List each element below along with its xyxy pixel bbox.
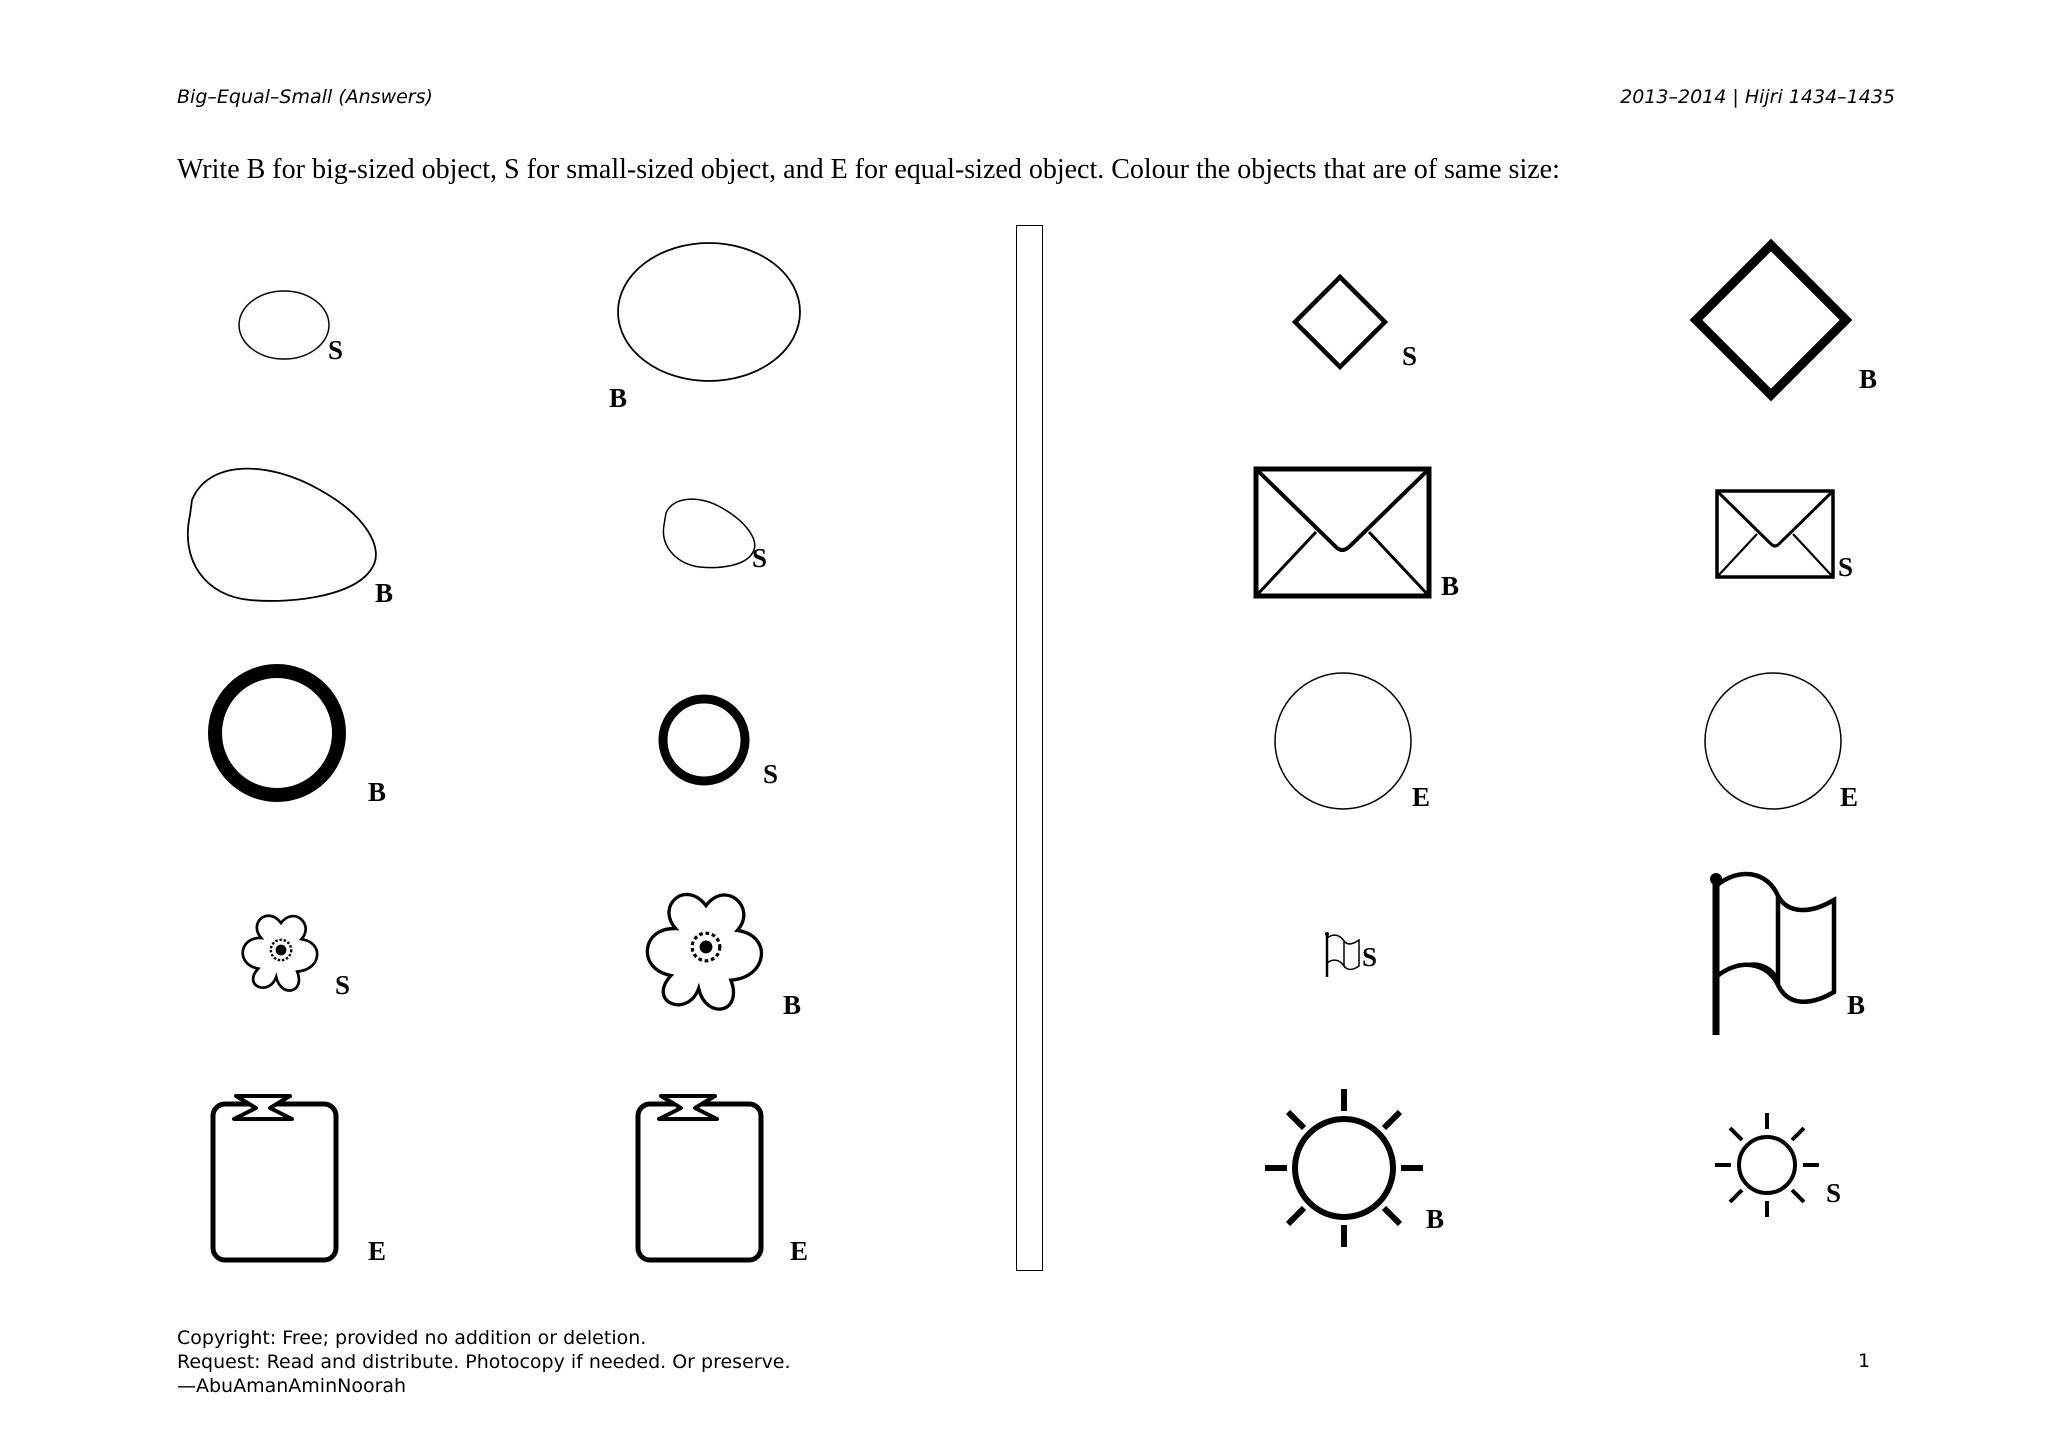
- answer-small-oval[interactable]: S: [328, 335, 344, 365]
- big-flower-shape: [647, 894, 761, 1009]
- small-egg-shape: [663, 499, 754, 567]
- small-flag-shape: [1325, 932, 1359, 977]
- answer-small-ring[interactable]: S: [763, 759, 779, 789]
- answer-big-sun[interactable]: B: [1426, 1204, 1445, 1234]
- answer-small-envelope[interactable]: S: [1838, 552, 1854, 582]
- left-clipboard-shape: [213, 1096, 336, 1260]
- right-clipboard-shape: [638, 1096, 761, 1260]
- answer-small-diamond[interactable]: S: [1402, 341, 1418, 371]
- answer-right-circle[interactable]: E: [1840, 782, 1859, 812]
- worksheet-title: Big–Equal–Small (Answers): [177, 86, 433, 108]
- big-oval-shape: [618, 243, 800, 381]
- big-sun-shape: [1265, 1089, 1423, 1247]
- small-sun-shape: [1715, 1113, 1819, 1217]
- answer-big-flower[interactable]: B: [783, 990, 802, 1020]
- answer-right-clipboard[interactable]: E: [790, 1236, 809, 1266]
- big-flag-shape: [1710, 873, 1834, 1035]
- author-line: —AbuAmanAminNoorah: [177, 1375, 407, 1397]
- left-circle-shape: [1275, 673, 1411, 809]
- page-number: 1: [1858, 1350, 1871, 1372]
- right-circle-shape: [1705, 673, 1841, 809]
- big-diamond-shape: [1696, 245, 1846, 395]
- small-envelope-shape: [1717, 491, 1833, 577]
- answer-small-flag[interactable]: S: [1362, 942, 1378, 972]
- answer-big-flag[interactable]: B: [1847, 990, 1866, 1020]
- small-ring-shape: [663, 699, 745, 781]
- copyright-line: Copyright: Free; provided no addition or deletion.: [177, 1327, 647, 1349]
- answer-left-circle[interactable]: E: [1412, 782, 1431, 812]
- big-envelope-shape: [1256, 469, 1429, 596]
- answer-small-flower[interactable]: S: [335, 970, 351, 1000]
- answer-left-clipboard[interactable]: E: [368, 1236, 387, 1266]
- request-line: Request: Read and distribute. Photocopy if needed. Or preserve.: [177, 1351, 791, 1373]
- big-ring-shape: [215, 671, 339, 795]
- answer-big-envelope[interactable]: B: [1441, 571, 1460, 601]
- big-egg-shape: [188, 469, 376, 601]
- small-flower-shape: [243, 916, 317, 991]
- answer-small-egg[interactable]: S: [752, 543, 768, 573]
- footer-notice: [177, 1326, 791, 1398]
- answer-big-oval[interactable]: B: [609, 383, 628, 413]
- small-oval-shape: [239, 291, 329, 359]
- answer-big-diamond[interactable]: B: [1859, 364, 1878, 394]
- small-diamond-shape: [1295, 277, 1385, 367]
- answer-big-ring[interactable]: B: [368, 777, 387, 807]
- answer-big-egg[interactable]: B: [375, 578, 394, 608]
- answer-small-sun[interactable]: S: [1826, 1178, 1842, 1208]
- academic-year: 2013–2014 | Hijri 1434–1435: [1620, 86, 1895, 108]
- instructions: Write B for big-sized object, S for small-sized object, and E for equal-sized object. Colour the objects that are of same size:: [177, 154, 1560, 185]
